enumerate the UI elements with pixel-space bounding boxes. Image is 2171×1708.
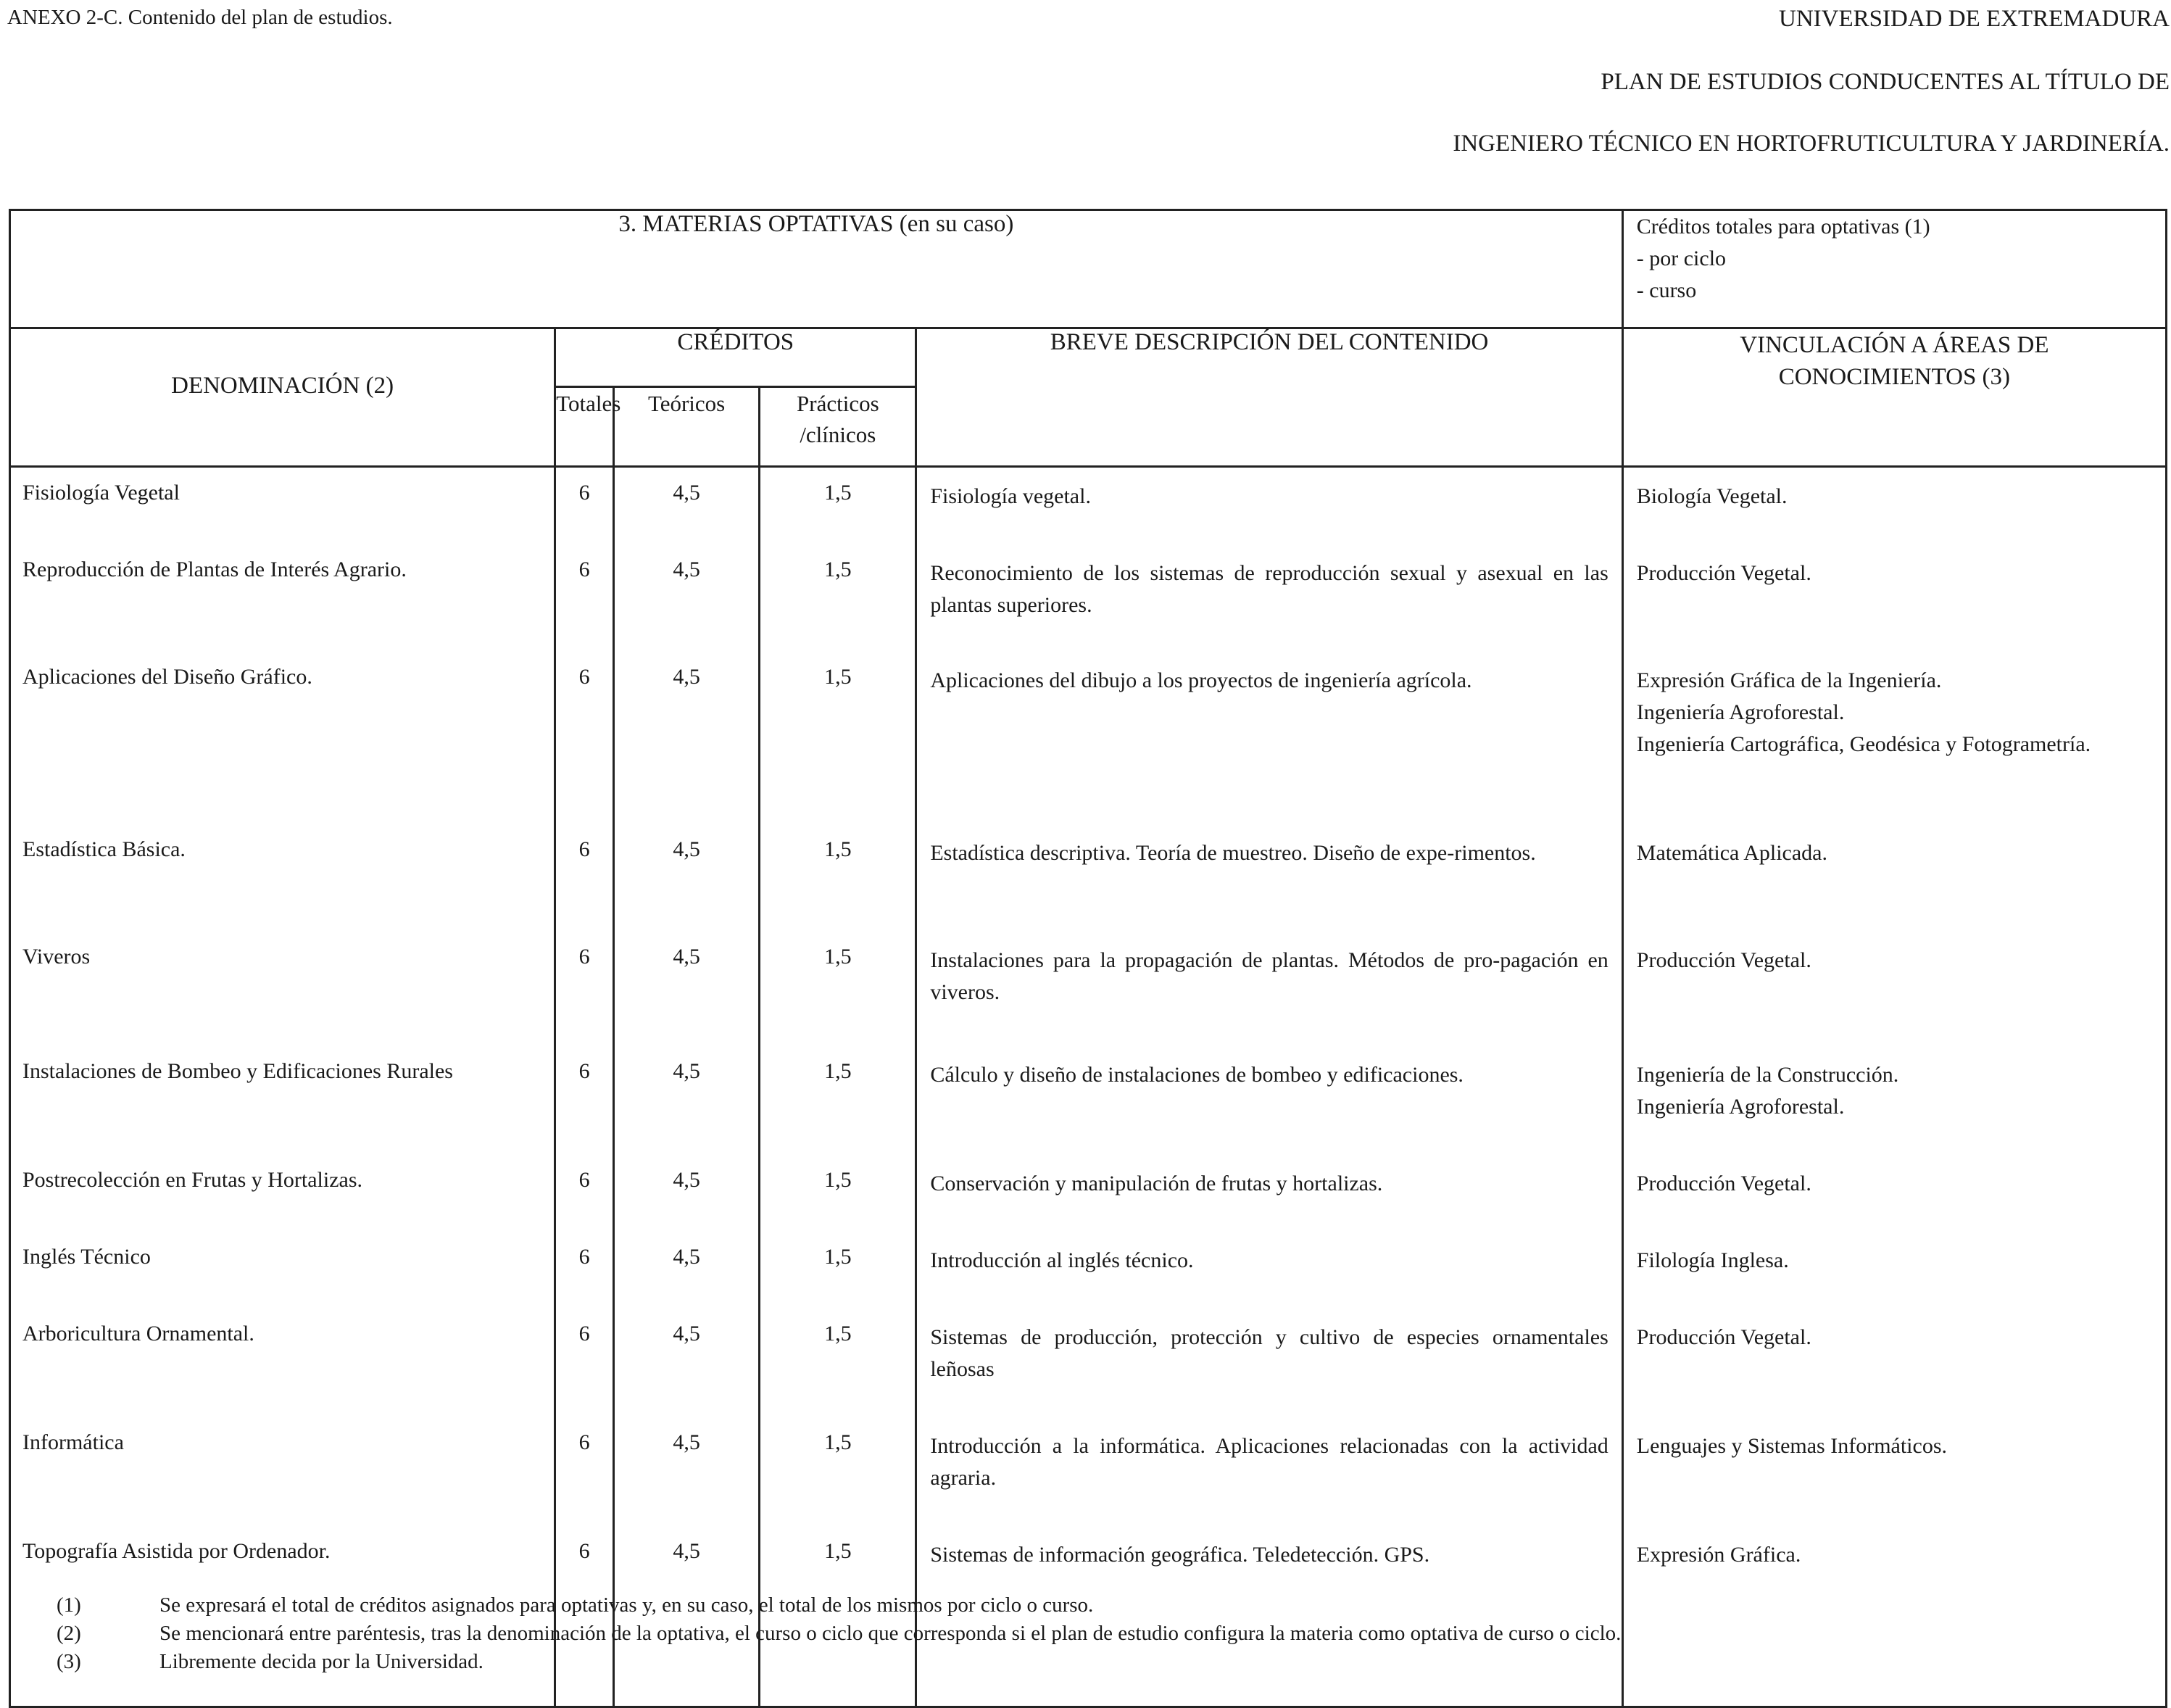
credits-totales: 6 <box>555 1046 614 1155</box>
credits-teoricos: 4,5 <box>613 652 760 824</box>
content-description: Aplicaciones del dibujo a los proyectos de ingeniería agrícola. <box>916 652 1622 824</box>
content-description: Fisiología vegetal. <box>916 467 1622 545</box>
subject-name: Reproducción de Plantas de Interés Agrario. <box>10 544 555 652</box>
credits-totales: 6 <box>555 652 614 824</box>
annex-title: ANEXO 2-C. Contenido del plan de estudios. <box>7 6 393 29</box>
credits-totales: 6 <box>555 467 614 545</box>
col-header-totales: Totales <box>555 387 614 467</box>
subject-name: Informática <box>10 1417 555 1526</box>
col-header-practicos: Prácticos /clínicos <box>760 387 916 467</box>
credits-practicos: 1,5 <box>760 932 916 1046</box>
credits-practicos: 1,5 <box>760 1417 916 1526</box>
credits-course: - curso <box>1636 278 1697 302</box>
knowledge-area: Producción Vegetal. <box>1622 932 2166 1046</box>
knowledge-area: Ingeniería de la Construcción. Ingeniería Agroforestal. <box>1622 1046 2166 1155</box>
content-description: Sistemas de información geográfica. Teledetección. GPS. <box>916 1526 1622 1707</box>
credits-totales: 6 <box>555 932 614 1046</box>
knowledge-area: Expresión Gráfica de la Ingeniería. Ingeniería Agroforestal. Ingeniería Cartográfica, Geodésica y Fotogrametría. <box>1622 652 2166 824</box>
optional-subjects-table <box>9 209 2167 1708</box>
subject-name: Viveros <box>10 932 555 1046</box>
table-row <box>10 1309 2167 1417</box>
credits-teoricos: 4,5 <box>613 1232 760 1309</box>
credits-practicos: 1,5 <box>760 1526 916 1707</box>
credits-practicos: 1,5 <box>760 1232 916 1309</box>
col-header-teoricos: Teóricos <box>613 387 760 467</box>
credits-teoricos: 4,5 <box>613 1417 760 1526</box>
credits-teoricos: 4,5 <box>613 932 760 1046</box>
credits-practicos: 1,5 <box>760 467 916 545</box>
footnote-3: (3) Libremente decida por la Universidad. <box>57 1650 483 1673</box>
knowledge-area: Producción Vegetal. <box>1622 1155 2166 1232</box>
knowledge-area: Biología Vegetal. <box>1622 467 2166 545</box>
credits-totales: 6 <box>555 1526 614 1707</box>
credits-practicos: 1,5 <box>760 1155 916 1232</box>
credits-totals-box <box>1622 210 2166 328</box>
credits-practicos: 1,5 <box>760 652 916 824</box>
credits-totales: 6 <box>555 544 614 652</box>
table-row <box>10 1155 2167 1232</box>
knowledge-area: Matemática Aplicada. <box>1622 824 2166 932</box>
credits-totales: 6 <box>555 1309 614 1417</box>
table-row <box>10 1417 2167 1526</box>
credits-practicos: 1,5 <box>760 824 916 932</box>
credits-totales: 6 <box>555 824 614 932</box>
credits-teoricos: 4,5 <box>613 824 760 932</box>
subject-name: Inglés Técnico <box>10 1232 555 1309</box>
knowledge-area: Filología Inglesa. <box>1622 1232 2166 1309</box>
content-description: Reconocimiento de los sistemas de reproducción sexual y asexual en las plantas superiores. <box>916 544 1622 652</box>
subject-name: Estadística Básica. <box>10 824 555 932</box>
footnotes <box>57 1591 1621 1676</box>
credits-practicos: 1,5 <box>760 1046 916 1155</box>
knowledge-area: Expresión Gráfica. <box>1622 1526 2166 1707</box>
content-description: Introducción a la informática. Aplicaciones relacionadas con la actividad agraria. <box>916 1417 1622 1526</box>
subject-name: Topografía Asistida por Ordenador. <box>10 1526 555 1707</box>
table-row <box>10 1046 2167 1155</box>
subject-name: Instalaciones de Bombeo y Edificaciones Rurales <box>10 1046 555 1155</box>
table-row <box>10 467 2167 545</box>
credits-totales: 6 <box>555 1417 614 1526</box>
credits-teoricos: 4,5 <box>613 1046 760 1155</box>
col-header-description: BREVE DESCRIPCIÓN DEL CONTENIDO <box>916 328 1622 467</box>
knowledge-area: Lenguajes y Sistemas Informáticos. <box>1622 1417 2166 1526</box>
content-description: Sistemas de producción, protección y cultivo de especies ornamentales leñosas <box>916 1309 1622 1417</box>
credits-practicos: 1,5 <box>760 544 916 652</box>
content-description: Conservación y manipulación de frutas y hortalizas. <box>916 1155 1622 1232</box>
subject-name: Fisiología Vegetal <box>10 467 555 545</box>
content-description: Estadística descriptiva. Teoría de muestreo. Diseño de expe-rimentos. <box>916 824 1622 932</box>
credits-teoricos: 4,5 <box>613 467 760 545</box>
knowledge-area: Producción Vegetal. <box>1622 1309 2166 1417</box>
table-row <box>10 652 2167 824</box>
col-header-credits: CRÉDITOS <box>555 328 916 387</box>
table-row <box>10 824 2167 932</box>
content-description: Instalaciones para la propagación de plantas. Métodos de pro-pagación en viveros. <box>916 932 1622 1046</box>
col-header-area: VINCULACIÓN A ÁREAS DE CONOCIMIENTOS (3) <box>1622 328 2166 467</box>
table-row <box>10 1232 2167 1309</box>
plan-title-line2: INGENIERO TÉCNICO EN HORTOFRUTICULTURA Y JARDINERÍA. <box>1453 130 2170 157</box>
credits-practicos: 1,5 <box>760 1309 916 1417</box>
content-description: Introducción al inglés técnico. <box>916 1232 1622 1309</box>
credits-totals-title: Créditos totales para optativas (1) <box>1636 215 1930 239</box>
credits-totales: 6 <box>555 1155 614 1232</box>
subject-name: Aplicaciones del Diseño Gráfico. <box>10 652 555 824</box>
section-title: 3. MATERIAS OPTATIVAS (en su caso) <box>10 210 1623 328</box>
col-header-name: DENOMINACIÓN (2) <box>10 328 555 467</box>
knowledge-area: Producción Vegetal. <box>1622 544 2166 652</box>
footnote-2: (2) Se mencionará entre paréntesis, tras la denominación de la optativa, el curso o ciclo que corresponda si el plan de estudio configura la materia como optativa de curso o ciclo. <box>57 1622 1622 1645</box>
subject-name: Postrecolección en Frutas y Hortalizas. <box>10 1155 555 1232</box>
table-row <box>10 932 2167 1046</box>
table-row <box>10 544 2167 652</box>
credits-per-cycle: - por ciclo <box>1636 246 1727 270</box>
credits-teoricos: 4,5 <box>613 544 760 652</box>
content-description: Cálculo y diseño de instalaciones de bombeo y edificaciones. <box>916 1046 1622 1155</box>
credits-teoricos: 4,5 <box>613 1155 760 1232</box>
footnote-1: (1) Se expresará el total de créditos asignados para optativas y, en su caso, el total de los mismos por ciclo o curso. <box>57 1593 1094 1617</box>
subject-name: Arboricultura Ornamental. <box>10 1309 555 1417</box>
plan-title-line1: PLAN DE ESTUDIOS CONDUCENTES AL TÍTULO DE <box>1601 69 2170 95</box>
university-name: UNIVERSIDAD DE EXTREMADURA <box>1779 6 2170 32</box>
credits-totales: 6 <box>555 1232 614 1309</box>
credits-teoricos: 4,5 <box>613 1526 760 1707</box>
credits-teoricos: 4,5 <box>613 1309 760 1417</box>
